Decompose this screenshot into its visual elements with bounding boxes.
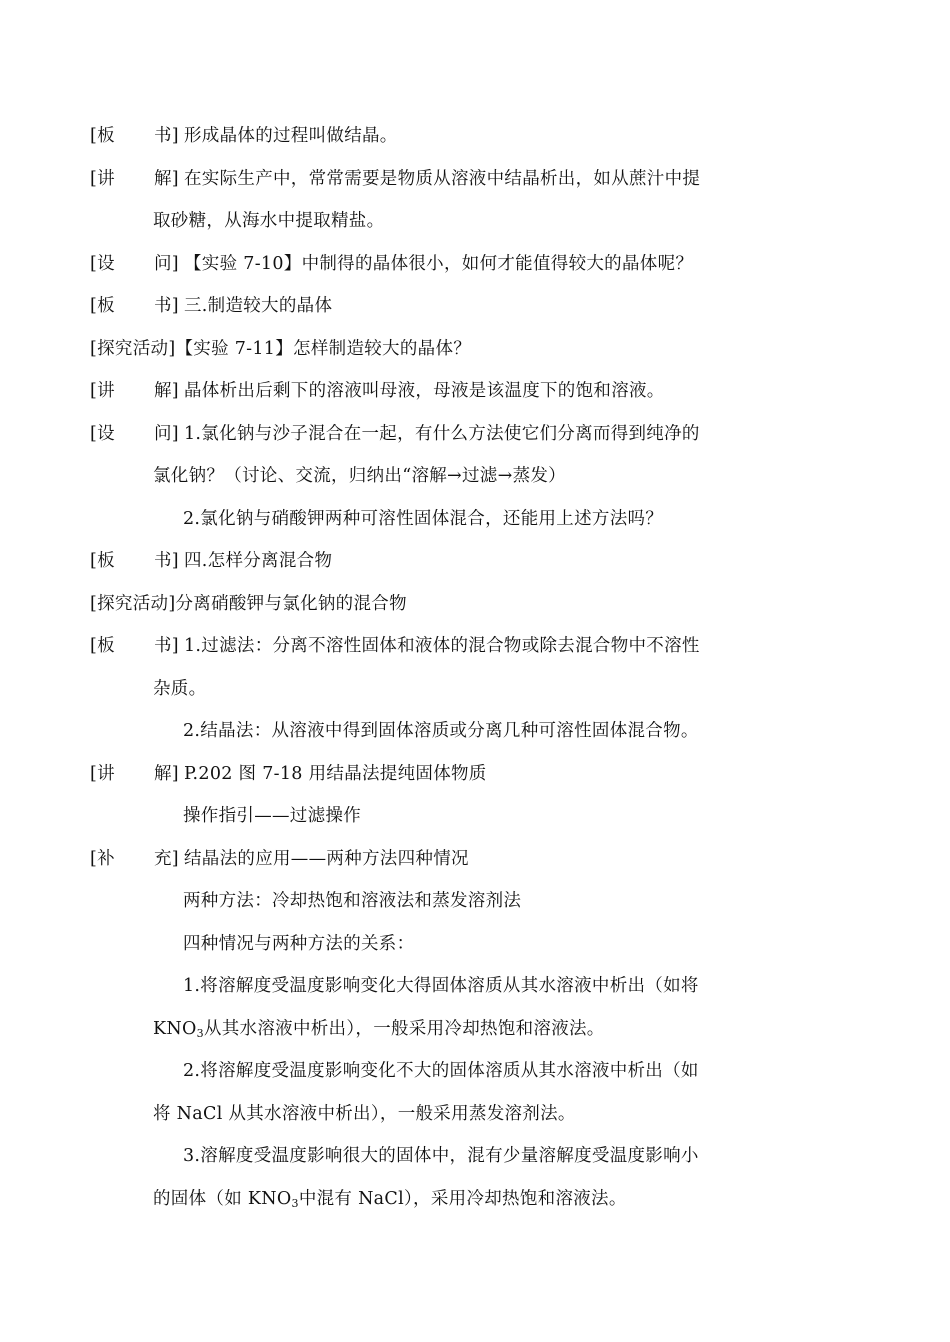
line-text: 四.怎样分离混合物: [184, 551, 333, 571]
tag-question: [设 问]: [90, 254, 179, 274]
line-text: 结晶法的应用——两种方法四种情况: [184, 849, 469, 869]
line-text: 晶体析出后剩下的溶液叫母液，母液是该温度下的饱和溶液。: [184, 381, 665, 401]
supplement-case-1-cont: [153, 1016, 813, 1047]
tag-board: [板 书]: [90, 636, 179, 656]
tag-question: [设 问]: [90, 424, 179, 444]
question-line-2-cont: [153, 463, 813, 489]
inquiry-line-1: [90, 336, 750, 362]
tag-lecture: [讲 解]: [90, 381, 179, 401]
supplement-case-2: [183, 1058, 843, 1084]
tag-lecture: [讲 解]: [90, 169, 179, 189]
line-text: 2.将溶解度受温度影响变化不大的固体溶质从其水溶液中析出（如: [183, 1061, 699, 1081]
line-text: P.202 图 7-18 用结晶法提纯固体物质: [184, 764, 487, 784]
line-text: 【实验 7-11】怎样制造较大的晶体？: [175, 339, 472, 359]
supplement-line-2: [183, 888, 843, 914]
inquiry-line-2: [90, 591, 750, 617]
lecture-line-3: [90, 761, 750, 787]
line-text: 将 NaCl 从其水溶液中析出），一般采用蒸发溶剂法。: [153, 1104, 576, 1124]
line-text: 1.将溶解度受温度影响变化大得固体溶质从其水溶液中析出（如将: [183, 976, 699, 996]
line-text: 取砂糖，从海水中提取精盐。: [153, 211, 385, 231]
board-line-1: [90, 123, 750, 149]
line-text: 在实际生产中，常常需要是物质从溶液中结晶析出，如从蔗汁中提: [184, 169, 701, 189]
line-text: 分离硝酸钾与氯化钠的混合物: [175, 594, 407, 614]
tag-board: [板 书]: [90, 296, 179, 316]
board-line-2: [90, 293, 750, 319]
line-text: 从其水溶液中析出），一般采用冷却热饱和溶液法。: [203, 1019, 605, 1039]
board-line-5: [183, 718, 843, 744]
line-text: 杂质。: [153, 679, 207, 699]
line-text: KNO: [153, 1019, 197, 1039]
question-line-2: [90, 421, 750, 447]
tag-board: [板 书]: [90, 551, 179, 571]
tag-inquiry: [探究活动]: [90, 339, 176, 359]
line-text: 四种情况与两种方法的关系：: [183, 934, 415, 954]
line-text: 2.结晶法：从溶液中得到固体溶质或分离几种可溶性固体混合物。: [183, 721, 699, 741]
board-line-4: [90, 633, 750, 659]
line-text: 【实验 7-10】中制得的晶体很小，如何才能值得较大的晶体呢？: [184, 254, 694, 274]
line-text: 操作指引——过滤操作: [183, 806, 361, 826]
subscript: 3: [196, 1027, 204, 1040]
supplement-case-3: [183, 1143, 843, 1169]
lecture-line-3-cont: [183, 803, 843, 829]
board-line-4-cont: [153, 676, 813, 702]
tag-lecture: [讲 解]: [90, 764, 179, 784]
question-line-1: [90, 251, 750, 277]
supplement-line-3: [183, 931, 843, 957]
line-text: 三.制造较大的晶体: [184, 296, 333, 316]
line-text: 氯化钠？（讨论、交流，归纳出“溶解→过滤→蒸发）: [153, 466, 566, 486]
line-text: 2.氯化钠与硝酸钾两种可溶性固体混合，还能用上述方法吗？: [183, 509, 664, 529]
lecture-line-1-cont: [153, 208, 813, 234]
tag-board: [板 书]: [90, 126, 179, 146]
line-text: 的固体（如 KNO: [153, 1189, 292, 1209]
supplement-case-1: [183, 973, 843, 999]
lecture-line-1: [90, 166, 750, 192]
supplement-line-1: [90, 846, 750, 872]
line-text: 两种方法：冷却热饱和溶液法和蒸发溶剂法: [183, 891, 522, 911]
line-text: 1.氯化钠与沙子混合在一起，有什么方法使它们分离而得到纯净的: [184, 424, 700, 444]
subscript: 3: [291, 1197, 299, 1210]
supplement-case-2-cont: [153, 1101, 813, 1127]
lecture-line-2: [90, 378, 750, 404]
question-line-3: [183, 506, 843, 532]
tag-inquiry: [探究活动]: [90, 594, 176, 614]
line-text: 1.过滤法：分离不溶性固体和液体的混合物或除去混合物中不溶性: [184, 636, 700, 656]
supplement-case-3-cont: [153, 1186, 813, 1217]
tag-supplement: [补 充]: [90, 849, 179, 869]
line-text: 形成晶体的过程叫做结晶。: [184, 126, 398, 146]
line-text: 中混有 NaCl），采用冷却热饱和溶液法。: [298, 1189, 627, 1209]
board-line-3: [90, 548, 750, 574]
line-text: 3.溶解度受温度影响很大的固体中，混有少量溶解度受温度影响小: [183, 1146, 699, 1166]
